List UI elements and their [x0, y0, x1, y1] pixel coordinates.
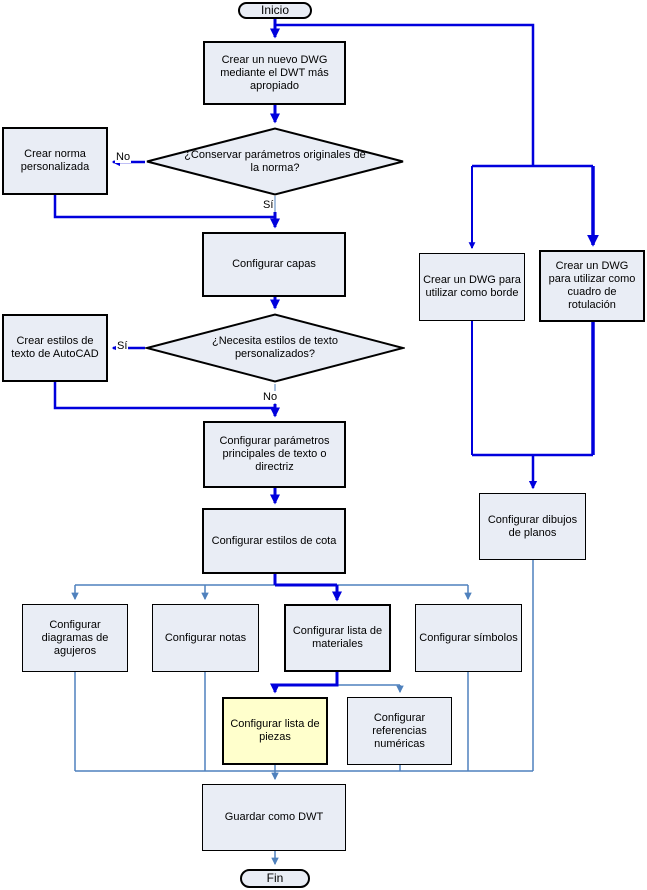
node-label: ¿Conservar parámetros originales de la norma?	[184, 148, 366, 174]
node-label: Guardar como DWT	[224, 811, 324, 823]
node-label: Configurar referencias numéricas	[372, 711, 427, 750]
node-label: ¿Necesita estilos de texto personalizados?	[212, 335, 338, 360]
node-label: Configurar notas	[164, 631, 247, 644]
node-configurar-materiales	[284, 604, 391, 672]
node-label: Fin	[266, 871, 284, 885]
node-configurar-cota	[202, 508, 346, 574]
node-crear-rotulacion	[539, 250, 645, 322]
node-label: Crear un nuevo DWG mediante el DWT más apropiado	[220, 53, 329, 92]
node-decision-norma	[145, 127, 405, 196]
edge-label-norma-no: No	[116, 151, 131, 163]
node-label: Configurar capas	[232, 258, 316, 270]
node-label: Configurar dibujos de planos	[487, 513, 578, 539]
node-configurar-diagramas	[22, 604, 128, 672]
node-crear-estilos-texto	[2, 314, 108, 382]
node-configurar-simbolos	[415, 604, 522, 672]
node-configurar-capas	[202, 232, 346, 297]
node-label: Configurar lista de materiales	[292, 625, 383, 650]
node-inicio	[238, 2, 312, 19]
node-label: Configurar estilos de cota	[211, 534, 337, 547]
node-crear-borde	[419, 253, 525, 321]
edge-label-norma-si: Sí	[263, 199, 274, 211]
node-label: Configurar parámetros principales de texto o directriz	[219, 435, 330, 473]
node-label: Crear un DWG para utilizar como cuadro de rotulación	[548, 260, 636, 311]
node-crear-norma	[2, 127, 108, 195]
node-label: Configurar símbolos	[419, 631, 518, 644]
node-fin	[240, 869, 310, 888]
node-crear-dwg	[203, 41, 346, 105]
node-guardar-dwt	[202, 784, 346, 851]
node-configurar-notas	[152, 604, 259, 672]
node-label: Crear estilos de texto de AutoCAD	[11, 335, 99, 360]
node-configurar-referencias	[347, 697, 452, 765]
node-configurar-parametros	[203, 421, 346, 488]
node-configurar-piezas	[222, 697, 328, 765]
node-configurar-dibujos	[479, 493, 586, 560]
node-label: Crear un DWG para utilizar como borde	[423, 274, 521, 299]
edge-label-texto-si: Sí	[117, 340, 128, 352]
edge-label-texto-no: No	[263, 391, 278, 403]
node-decision-texto	[145, 313, 405, 383]
node-label: Inicio	[260, 3, 289, 17]
node-label: Configurar diagramas de agujeros	[41, 618, 109, 657]
node-label: Crear norma personalizada	[20, 148, 90, 173]
node-label: Configurar lista de piezas	[230, 718, 320, 743]
